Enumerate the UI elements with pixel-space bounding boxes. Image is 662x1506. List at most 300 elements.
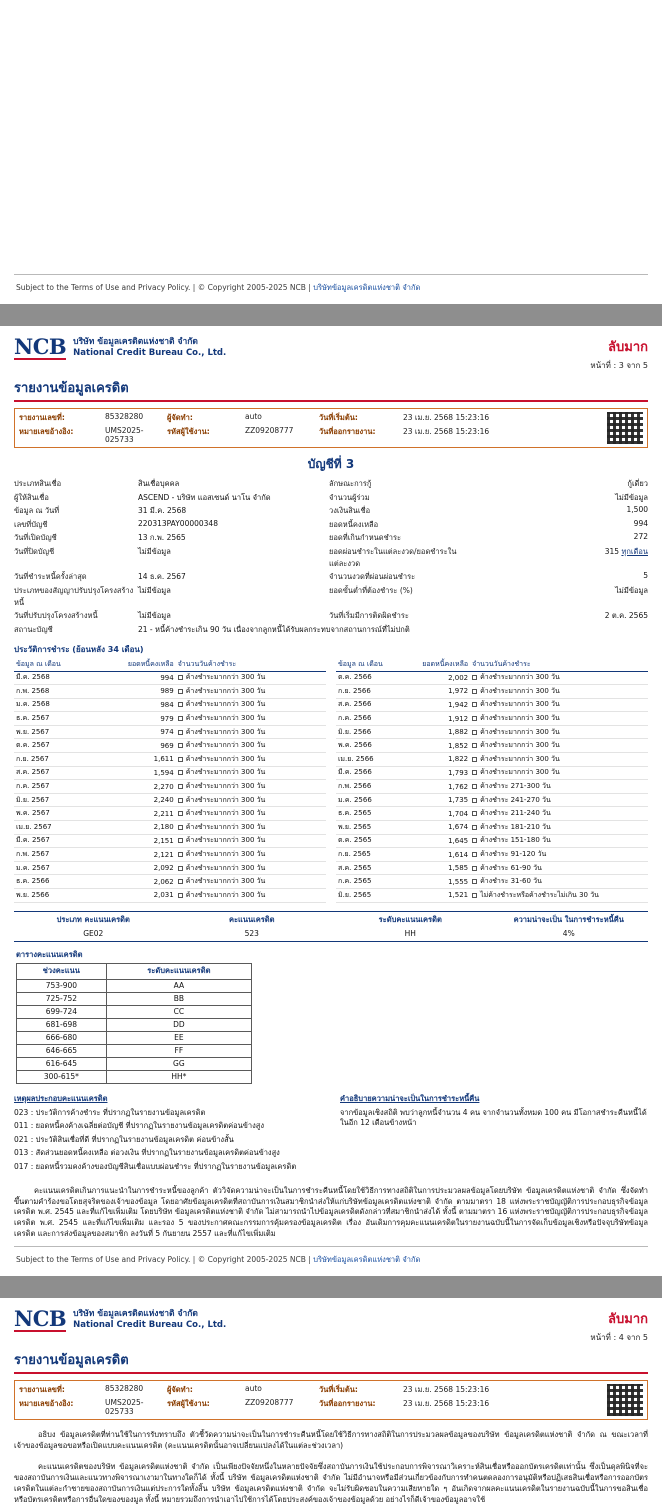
cell-balance: 1,555 <box>402 875 470 889</box>
page-number: หน้าที่ : 4 จาก 5 <box>590 1333 648 1343</box>
account-details <box>14 478 648 636</box>
detail-value: 1,500 <box>626 505 648 514</box>
table-row <box>336 698 648 712</box>
cell-month: มี.ค. 2568 <box>14 671 94 685</box>
start-date-label: วันที่เริ่มต้น: <box>319 1385 358 1395</box>
table-row <box>336 875 648 889</box>
cell-month: มิ.ย. 2566 <box>336 725 402 739</box>
detail-label: ข้อมูล ณ วันที่ <box>14 506 60 515</box>
cell-month: ก.ค. 2567 <box>14 780 94 794</box>
cell-status: ค้างชำระมากกว่า 300 วัน <box>176 725 326 739</box>
table-row <box>17 1070 252 1083</box>
cell-balance: 979 <box>94 712 176 726</box>
cell-status: ค้างชำระมากกว่า 300 วัน <box>176 834 326 848</box>
table-row <box>14 875 326 889</box>
status-square-icon <box>178 702 183 707</box>
detail-label: ประเภทสินเชื่อ <box>14 479 62 488</box>
cell-grade: CC <box>106 1005 251 1018</box>
report-no-value: 85328280 <box>105 412 144 421</box>
detail-label: จำนวนผู้ร่วม <box>329 492 370 502</box>
cell-month: พ.ย. 2566 <box>14 889 94 903</box>
cell-status: ค้างชำระมากกว่า 300 วัน <box>176 698 326 712</box>
table-row <box>336 821 648 835</box>
cell-balance: 1,704 <box>402 807 470 821</box>
table-header-row <box>336 658 648 672</box>
cell-balance: 2,062 <box>94 875 176 889</box>
ref-no-value: UMS2025-025733 <box>105 1398 144 1417</box>
footer-link[interactable]: บริษัทข้อมูลเครดิตแห่งชาติ จำกัด <box>313 283 421 292</box>
page-2-blank-area <box>14 0 648 268</box>
status-square-icon <box>472 893 477 898</box>
probability-cell <box>490 914 649 938</box>
table-row <box>336 685 648 699</box>
detail-label: ยอดขั้นต่ำที่ต้องชำระ (%) <box>329 585 413 595</box>
cell-balance: 1,972 <box>402 685 470 699</box>
table-row <box>14 739 326 753</box>
reasons-and-probability <box>14 1093 648 1176</box>
status-square-icon <box>472 811 477 816</box>
col-month: ข้อมูล ณ เดือน <box>14 658 94 672</box>
detail-label: ยอดผ่อนชำระในแต่ละงวด/ยอดชำระในแต่ละงวด <box>329 546 457 568</box>
confidentiality-label: ลับมาก <box>608 1312 648 1328</box>
detail-label: ยอดหนี้คงเหลือ <box>329 519 379 529</box>
cell-score-range: 753-900 <box>17 979 107 992</box>
cell-balance: 1,645 <box>402 834 470 848</box>
detail-value: 14 ธ.ค. 2567 <box>138 572 186 581</box>
brand-name-th: บริษัท ข้อมูลเครดิตแห่งชาติ จำกัด <box>73 337 198 347</box>
cell-status: ค้างชำระ 91-120 วัน <box>470 848 648 862</box>
table-row <box>336 807 648 821</box>
table-row <box>14 780 326 794</box>
detail-label: ประเภทของสัญญาปรับปรุงโครงสร้างหนี้ <box>14 585 134 607</box>
detail-value: ไม่มีข้อมูล <box>138 611 171 620</box>
status-square-icon <box>472 798 477 803</box>
detail-label: ผู้ให้สินเชื่อ <box>14 492 49 502</box>
cell-month: ก.ค. 2566 <box>336 712 402 726</box>
cell-status: ค้างชำระมากกว่า 300 วัน <box>470 753 648 767</box>
cell-balance: 1,594 <box>94 766 176 780</box>
page-3 <box>0 326 662 1276</box>
table-row <box>14 712 326 726</box>
credit-score-summary <box>14 911 648 942</box>
score-disclaimer-paragraph: คะแนนเครดิตเกินการแนะนำในการชำระหนี้ของลูกค้า ตัววิจัดความน่าจะเป็นในการชำระคืนหนี้โดยใช้วิธีการทางสถิติในการประมวลผลข้อมูลโดยบริษัท ข้อมูลเครดิตแห่งชาติ จำกัด ซึ่งจัดทำขึ้นตามคำร้องขอโดยสุจริตของเจ้าของข้อมูล โดยอาศัยข้อมูลเครดิตที่สถาบันการเงินสมาชิกนำส่งให้แก่บริษัทข้อมูลเครดิตแห่งชาติ จำกัด ตามมาตรา 18 แห่งพระราชบัญญัติการประกอบธุรกิจข้อมูลเครดิต พ.ศ. 2545 และที่แก้ไขเพิ่มเติม โดยบริษัท ข้อมูลเครดิตแห่งชาติ จำกัด ไม่สามารถนำไปข้อมูลเครดิตดังกล่าวที่สมาชิกนำส่งได้ ทั้งนี้ ตามมาตรา 16 แห่งพระราชบัญญัติการประกอบธุรกิจข้อมูลเครดิต พ.ศ. 2545 และที่แก้ไขเพิ่มเติม และรอง 5 ของประกาศคณะกรรมการคุ้มครองข้อมูลเครดิต เรื่อง อันเดิมการคุมคะแนนเครดิตในรายงานฉบับนี้ในการจัดเก็บข้อมูลเชิงหรือปัจจุบริษัทข้อมูลเครดิต และการส่งข้อมูลของสมาชิก ลงวันที่ 5 กันยายน 2557 และที่แก้ไขเพิ่มเติม <box>14 1185 648 1239</box>
cell-month: ส.ค. 2565 <box>336 861 402 875</box>
table-row <box>336 753 648 767</box>
user-id-value: ZZ09208777 <box>245 426 294 435</box>
col-balance: ยอดหนี้คงเหลือ <box>402 658 470 672</box>
start-date-label: วันที่เริ่มต้น: <box>319 413 358 422</box>
probability-explanation-block <box>340 1093 648 1176</box>
score-type-cell <box>14 914 173 938</box>
cell-balance: 1,521 <box>402 889 470 903</box>
table-row <box>14 861 326 875</box>
cell-status: ค้างชำระมากกว่า 300 วัน <box>176 685 326 699</box>
cell-status: ค้างชำระมากกว่า 300 วัน <box>176 861 326 875</box>
issue-date-label: วันที่ออกรายงาน: <box>319 1399 376 1409</box>
cell-balance: 2,240 <box>94 793 176 807</box>
issue-date-label: วันที่ออกรายงาน: <box>319 427 376 436</box>
cell-status: ค้างชำระมากกว่า 300 วัน <box>176 671 326 685</box>
ncb-logo: NCB <box>14 334 67 359</box>
cell-month: มิ.ย. 2565 <box>336 889 402 903</box>
reason-code-item: 011 : ยอดหนี้คงค้างเฉลี่ยต่อบัญชี ที่ปรากฏในรายงานข้อมูลเครดิตค่อนข้างสูง <box>14 1121 265 1131</box>
table-row <box>336 848 648 862</box>
cell-balance: 1,822 <box>402 753 470 767</box>
status-square-icon <box>472 743 477 748</box>
cell-month: พ.ค. 2566 <box>336 739 402 753</box>
score-value: 523 <box>244 928 259 938</box>
status-square-icon <box>472 702 477 707</box>
cell-score-range: 300-615* <box>17 1070 107 1083</box>
detail-label: วันที่ปรับปรุงโครงสร้างหนี้ <box>14 611 98 620</box>
cell-score-range: 616-645 <box>17 1057 107 1070</box>
col-grade: ระดับคะแนนเครดิต <box>106 963 251 979</box>
grade-cell <box>331 914 490 938</box>
cell-month: ม.ค. 2568 <box>14 698 94 712</box>
cell-status: ค้างชำระมากกว่า 300 วัน <box>470 712 648 726</box>
cell-balance: 969 <box>94 739 176 753</box>
installment-frequency-link[interactable]: ทุกเดือน <box>621 546 648 556</box>
detail-value: 272 <box>633 532 648 541</box>
issue-date-value: 23 เม.ย. 2568 15:23:16 <box>403 427 490 436</box>
cell-status: ค้างชำระมากกว่า 300 วัน <box>176 807 326 821</box>
cell-balance: 1,942 <box>402 698 470 712</box>
cell-balance: 974 <box>94 725 176 739</box>
cell-month: ธ.ค. 2566 <box>14 875 94 889</box>
detail-label: วันที่เริ่มมีการติดผิดชำระ <box>329 611 409 620</box>
cell-grade: FF <box>106 1044 251 1057</box>
ref-no-label: หมายเลขอ้างอิง: <box>19 427 74 436</box>
reason-codes-heading: เหตุผลประกอบคะแนนเครดิต <box>14 1093 108 1103</box>
cell-status: ค้างชำระมากกว่า 300 วัน <box>176 739 326 753</box>
created-by-label: ผู้จัดทำ: <box>167 413 193 422</box>
payment-history-heading: ประวัติการชำระ (ย้อนหลัง 34 เดือน) <box>14 644 144 654</box>
confidentiality-label: ลับมาก <box>608 340 648 355</box>
header-right <box>590 336 648 372</box>
cell-grade: EE <box>106 1031 251 1044</box>
cell-status: ค้างชำระมากกว่า 300 วัน <box>176 821 326 835</box>
cell-grade: HH* <box>106 1070 251 1083</box>
grade-table-caption: ตารางคะแนนเครดิต <box>16 949 83 959</box>
brand-name-en: National Credit Bureau Co., Ltd. <box>73 347 227 358</box>
cell-month: มี.ค. 2566 <box>336 766 402 780</box>
brand-names <box>73 336 226 358</box>
cell-balance: 2,092 <box>94 861 176 875</box>
probability-value: 4% <box>562 928 575 938</box>
report-no-label: รายงานเลขที่: <box>19 413 65 422</box>
created-by-value: auto <box>245 412 262 421</box>
detail-label: จำนวนงวดที่ผ่อนผ่อนชำระ <box>329 572 416 581</box>
cell-balance: 1,882 <box>402 725 470 739</box>
table-row <box>336 739 648 753</box>
cell-status: ค้างชำระมากกว่า 300 วัน <box>176 766 326 780</box>
cell-month: พ.ย. 2567 <box>14 725 94 739</box>
grade-label: ระดับคะแนนเครดิต <box>378 914 442 924</box>
status-square-icon <box>178 770 183 775</box>
cell-month: มี.ค. 2567 <box>14 834 94 848</box>
cell-status: ค้างชำระมากกว่า 300 วัน <box>176 712 326 726</box>
cell-status: ค้างชำระ 61-90 วัน <box>470 861 648 875</box>
payment-history-table-right <box>336 658 648 903</box>
status-square-icon <box>472 716 477 721</box>
status-square-icon <box>472 757 477 762</box>
status-square-icon <box>178 730 183 735</box>
table-row <box>14 698 326 712</box>
table-row <box>14 889 326 903</box>
detail-value: 13 ก.พ. 2565 <box>138 533 186 542</box>
report-reference-box <box>14 1380 648 1420</box>
page-3-footer <box>14 1246 648 1276</box>
cell-score-range: 725-752 <box>17 992 107 1005</box>
cell-status: ค้างชำระมากกว่า 300 วัน <box>470 725 648 739</box>
brand-block <box>14 1308 226 1332</box>
cell-balance: 1,793 <box>402 766 470 780</box>
status-square-icon <box>472 784 477 789</box>
cell-month: ต.ค. 2566 <box>336 671 402 685</box>
page-4 <box>0 1298 662 1506</box>
table-row <box>14 725 326 739</box>
table-row <box>336 861 648 875</box>
detail-label: วงเงินสินเชื่อ <box>329 506 371 515</box>
cell-month: พ.ค. 2567 <box>14 807 94 821</box>
user-id-value: ZZ09208777 <box>245 1398 294 1408</box>
page-2-tail <box>0 0 662 304</box>
table-row <box>336 712 648 726</box>
table-row <box>336 671 648 685</box>
cell-status: ค้างชำระ 151-180 วัน <box>470 834 648 848</box>
qr-code-icon <box>607 412 643 444</box>
detail-value: ASCEND - บริษัท แอสเซนด์ นาโน จำกัด <box>138 492 271 502</box>
cell-balance: 2,031 <box>94 889 176 903</box>
status-square-icon <box>472 689 477 694</box>
detail-label: ลักษณะการกู้ <box>329 479 372 488</box>
cell-balance: 2,211 <box>94 807 176 821</box>
score-type-value: GE02 <box>83 928 104 938</box>
page-4-header <box>14 1298 648 1344</box>
cell-status: ค้างชำระมากกว่า 300 วัน <box>470 698 648 712</box>
status-square-icon <box>178 716 183 721</box>
status-square-icon <box>178 798 183 803</box>
detail-value: ไม่มีข้อมูล <box>615 585 648 595</box>
cell-balance: 1,852 <box>402 739 470 753</box>
status-square-icon <box>178 784 183 789</box>
page-number: หน้าที่ : 3 จาก 5 <box>590 361 648 370</box>
table-row <box>336 780 648 794</box>
detail-value: 315 ทุกเดือน <box>604 546 648 556</box>
table-row <box>17 979 252 992</box>
qr-code-icon <box>607 1384 643 1416</box>
detail-value: 5 <box>643 571 648 580</box>
page-3-header <box>14 326 648 372</box>
cell-month: ม.ค. 2567 <box>14 861 94 875</box>
table-row <box>17 1057 252 1070</box>
cell-balance: 2,151 <box>94 834 176 848</box>
payment-history-table-left <box>14 658 326 903</box>
start-date-value: 23 เม.ย. 2568 15:23:16 <box>403 1385 490 1395</box>
table-row <box>336 725 648 739</box>
cell-month: ธ.ค. 2565 <box>336 807 402 821</box>
status-square-icon <box>178 675 183 680</box>
table-row <box>17 1018 252 1031</box>
brand-name-th: บริษัท ข้อมูลเครดิตแห่งชาติ จำกัด <box>73 1309 198 1320</box>
cell-month: ม.ค. 2566 <box>336 793 402 807</box>
cell-status: ค้างชำระมากกว่า 300 วัน <box>176 848 326 862</box>
cell-month: ส.ค. 2567 <box>14 766 94 780</box>
status-square-icon <box>472 838 477 843</box>
cell-score-range: 681-698 <box>17 1018 107 1031</box>
probability-label: ความน่าจะเป็น ในการชำระหนี้คืน <box>513 914 624 924</box>
cell-status: ค้างชำระ 211-240 วัน <box>470 807 648 821</box>
cell-status: ค้างชำระ 271-300 วัน <box>470 780 648 794</box>
report-reference-box <box>14 408 648 448</box>
table-row <box>17 1005 252 1018</box>
detail-value: 220313PAY00000348 <box>138 518 218 528</box>
cell-status: ค้างชำระมากกว่า 300 วัน <box>470 671 648 685</box>
cell-month: มิ.ย. 2567 <box>14 793 94 807</box>
cell-balance: 1,735 <box>402 793 470 807</box>
cell-score-range: 646-665 <box>17 1044 107 1057</box>
cell-status: ค้างชำระมากกว่า 300 วัน <box>470 685 648 699</box>
cell-status: ค้างชำระมากกว่า 300 วัน <box>176 780 326 794</box>
user-id-label: รหัสผู้ใช้งาน: <box>167 1399 210 1409</box>
cell-balance: 1,585 <box>402 861 470 875</box>
probability-heading: คำอธิบายความน่าจะเป็นในการชำระหนี้คืน <box>340 1093 480 1103</box>
cell-status: ค้างชำระมากกว่า 300 วัน <box>470 766 648 780</box>
cell-month: เม.ย. 2566 <box>336 753 402 767</box>
table-row <box>17 1031 252 1044</box>
status-square-icon <box>178 757 183 762</box>
status-square-icon <box>178 811 183 816</box>
cell-grade: BB <box>106 992 251 1005</box>
table-row <box>14 753 326 767</box>
issue-date-value: 23 เม.ย. 2568 15:23:16 <box>403 1399 490 1409</box>
reason-code-item: 013 : สัดส่วนยอดหนี้คงเหลือ ต่อวงเงิน ที่ปรากฏในรายงานข้อมูลเครดิตค่อนข้างสูง <box>14 1148 280 1158</box>
cell-status: ค้างชำระมากกว่า 300 วัน <box>176 793 326 807</box>
cell-balance: 1,674 <box>402 821 470 835</box>
cell-balance: 1,611 <box>94 753 176 767</box>
reference-grid <box>15 1381 603 1419</box>
report-no-value: 85328280 <box>105 1384 144 1394</box>
col-days-overdue: จำนวนวันค้างชำระ <box>176 658 326 672</box>
cell-balance: 1,614 <box>402 848 470 862</box>
reference-grid <box>15 409 603 447</box>
detail-value: 994 <box>633 518 648 528</box>
cell-status: ค้างชำระมากกว่า 300 วัน <box>176 875 326 889</box>
table-row <box>17 1044 252 1057</box>
col-days-overdue: จำนวนวันค้างชำระ <box>470 658 648 672</box>
status-square-icon <box>472 730 477 735</box>
footer-link[interactable]: บริษัทข้อมูลเครดิตแห่งชาติ จำกัด <box>313 1255 421 1265</box>
score-cell <box>173 914 332 938</box>
disclaimer-paragraph-1: อธิบง ข้อมูลเครดิตที่ท่านใช้ในการรับทราบถึง ตัวชี้วัดความน่าจะเป็นในการชำระคืนหนี้โดยใช้วิธีการทางสถิติในการประมวลผลข้อมูลของบริษัท ข้อมูลเครดิตแห่งชาติ จำกัด ณ ขณะเวลาที่เจ้าของข้อมูลขอขอหรือเปิดแบบคะแนนเครดิต (คะแนนเครดิตนั้นอาจเปลี่ยนแปลงได้ในแต่ละช่วงเวลา) <box>14 1430 648 1451</box>
brand-name-en: National Credit Bureau Co., Ltd. <box>73 1319 227 1330</box>
page-title: รายงานข้อมูลเครดิต <box>14 1346 648 1374</box>
cell-balance: 2,121 <box>94 848 176 862</box>
page-separator <box>0 304 662 326</box>
table-row <box>14 821 326 835</box>
payment-history <box>14 658 648 903</box>
user-id-label: รหัสผู้ใช้งาน: <box>167 427 210 436</box>
table-row <box>14 766 326 780</box>
ref-no-label: หมายเลขอ้างอิง: <box>19 1399 74 1409</box>
created-by-value: auto <box>245 1384 262 1394</box>
cell-month: พ.ย. 2565 <box>336 821 402 835</box>
grade-value: HH <box>404 928 416 938</box>
cell-balance: 1,762 <box>402 780 470 794</box>
table-row <box>14 793 326 807</box>
reason-codes-block <box>14 1093 322 1176</box>
cell-status: ค้างชำระ 31-60 วัน <box>470 875 648 889</box>
cell-status: ค้างชำระมากกว่า 300 วัน <box>470 739 648 753</box>
detail-label: วันที่ชำระหนี้ครั้งล่าสุด <box>14 572 87 581</box>
status-square-icon <box>178 893 183 898</box>
cell-month: ก.พ. 2567 <box>14 848 94 862</box>
detail-label: สถานะบัญชี <box>14 624 53 634</box>
status-square-icon <box>178 689 183 694</box>
table-row <box>336 793 648 807</box>
table-row <box>14 848 326 862</box>
status-square-icon <box>178 879 183 884</box>
probability-text: จากข้อมูลเชิงสถิติ พบว่าลูกหนี้จำนวน 4 คน จากจำนวนทั้งหมด 100 คน มีโอกาสชำระคืนหนี้ได้ในอีก 12 เดือนข้างหน้า <box>340 1107 647 1127</box>
cell-month: ก.พ. 2566 <box>336 780 402 794</box>
footer-text: Subject to the Terms of Use and Privacy Policy. | © Copyright 2005-2025 NCB | <box>16 283 314 292</box>
cell-grade: GG <box>106 1057 251 1070</box>
detail-label: เลขที่บัญชี <box>14 519 48 529</box>
score-type-label: ประเภท คะแนนเครดิต <box>56 914 130 924</box>
cell-month: ส.ค. 2566 <box>336 698 402 712</box>
cell-grade: DD <box>106 1018 251 1031</box>
cell-month: ต.ค. 2567 <box>14 739 94 753</box>
status-square-icon <box>178 838 183 843</box>
cell-balance: 2,270 <box>94 780 176 794</box>
cell-month: ก.พ. 2568 <box>14 685 94 699</box>
detail-label: วันที่เปิดบัญชี <box>14 533 57 542</box>
cell-month: เม.ย. 2567 <box>14 821 94 835</box>
cell-month: ธ.ค. 2567 <box>14 712 94 726</box>
detail-value: 31 มี.ค. 2568 <box>138 506 187 515</box>
table-header-row <box>14 658 326 672</box>
footer-text: Subject to the Terms of Use and Privacy Policy. | © Copyright 2005-2025 NCB | <box>16 1255 314 1265</box>
col-score-range: ช่วงคะแนน <box>17 963 107 979</box>
detail-value: สินเชื่อบุคคล <box>138 479 180 488</box>
status-square-icon <box>472 825 477 830</box>
status-square-icon <box>472 879 477 884</box>
page-2-footer <box>14 274 648 304</box>
table-row <box>14 834 326 848</box>
cell-status: ค้างชำระมากกว่า 300 วัน <box>176 889 326 903</box>
status-square-icon <box>472 866 477 871</box>
cell-balance: 994 <box>94 671 176 685</box>
account-heading: บัญชีที่ 3 <box>307 457 355 471</box>
ncb-logo: NCB <box>14 1306 67 1332</box>
cell-balance: 989 <box>94 685 176 699</box>
score-label: คะแนนเครดิต <box>229 914 275 924</box>
table-row <box>14 671 326 685</box>
detail-label: วันที่ปิดบัญชี <box>14 546 55 556</box>
detail-value: ไม่มีข้อมูล <box>615 492 648 502</box>
ref-no-value: UMS2025-025733 <box>105 426 144 444</box>
brand-names <box>73 1308 226 1330</box>
table-row <box>14 807 326 821</box>
cell-month: ก.ย. 2567 <box>14 753 94 767</box>
cell-balance: 2,180 <box>94 821 176 835</box>
status-square-icon <box>472 675 477 680</box>
cell-status: ค้างชำระ 181-210 วัน <box>470 821 648 835</box>
cell-score-range: 666-680 <box>17 1031 107 1044</box>
cell-month: ก.ย. 2566 <box>336 685 402 699</box>
page-title: รายงานข้อมูลเครดิต <box>14 374 648 402</box>
reason-code-item: 023 : ประวัติการค้างชำระ ที่ปรากฏในรายงานข้อมูลเครดิต <box>14 1107 206 1117</box>
